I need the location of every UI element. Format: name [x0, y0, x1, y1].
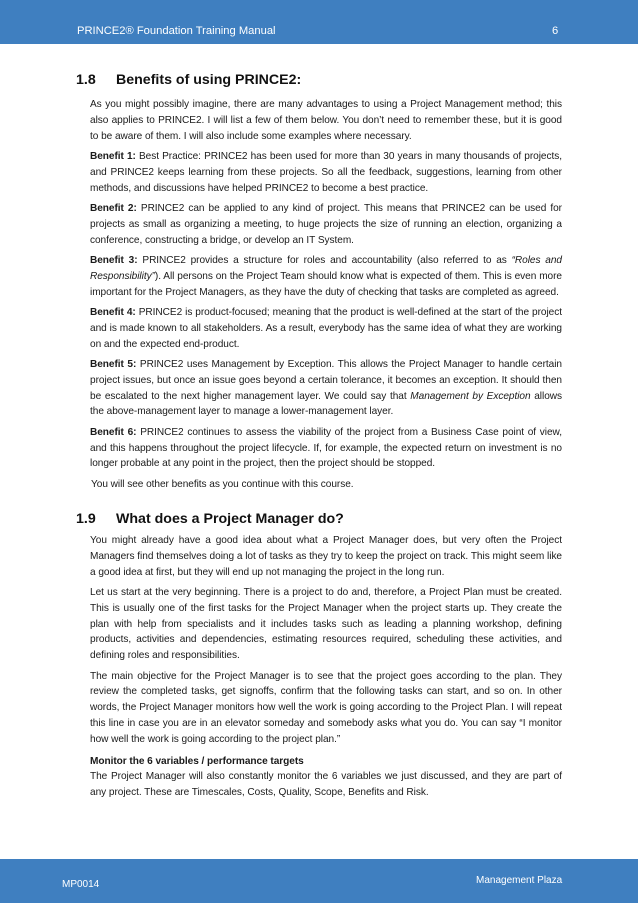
page-footer	[0, 859, 638, 903]
section-number: 1.9	[76, 511, 96, 527]
page-number: 6	[552, 25, 559, 37]
benefits-body	[90, 97, 562, 497]
section-heading-project-manager	[76, 510, 344, 529]
benefit-paragraph: Benefit 6: PRINCE2 continues to assess the viability of the project from a Business Case point of view, and this happens throughout the project lifecycle. If, for example, the expected return on investment is no longer probable at any point in the project, then the project should be stopped.	[90, 426, 562, 470]
section-title: Benefits of using PRINCE2:	[116, 72, 302, 88]
document-code: MP0014	[62, 879, 100, 890]
section-title: What does a Project Manager do?	[116, 511, 344, 527]
subheading: Monitor the 6 variables / performance targets	[90, 755, 304, 767]
paragraph: The Project Manager will also constantly monitor the 6 variables we just discussed, and they are part of any project. These are Timescales, Costs, Quality, Scope, Benefits and Risk.	[90, 771, 562, 799]
closing-paragraph: You will see other benefits as you continue with this course.	[91, 478, 354, 490]
page-header	[0, 0, 638, 44]
company-name: Management Plaza	[476, 875, 563, 886]
benefit-paragraph: Benefit 5: PRINCE2 uses Management by Exception. This allows the Project Manager to handle certain project issues, but once an issue goes beyond a certain tolerance, it becomes an exception. It should then be escalated to the next higher management layer. We could say that Management by Exception allows the above-management layer to manage a lower-management layer.	[90, 358, 562, 418]
paragraph: Let us start at the very beginning. There is a project to do and, therefore, a Project Plan must be created. This is usually one of the first tasks for the Project Manager when the project starts up. They create the plan with help from specialists and it includes tasks such as leading a planning workshop, defining products, activities and dependencies, estimating resources required, scheduling these activities, and defining roles and responsibilities.	[90, 586, 562, 662]
header-title: PRINCE2® Foundation Training Manual	[77, 25, 276, 37]
section-heading-benefits	[76, 71, 301, 90]
paragraph: You might already have a good idea about what a Project Manager does, but very often the Project Managers find themselves doing a lot of tasks as they try to keep the project on track. This might seem like a good idea at first, but they will end up not managing the project in the long run.	[90, 535, 562, 578]
section-number: 1.8	[76, 72, 96, 88]
benefit-paragraph: Benefit 1: Best Practice: PRINCE2 has been used for more than 30 years in many thousands of projects, and PRINCE2 keeps learning from these projects. So all the feedback, suggestions, learning from other methods, and discussions have helped PRINCE2 to become a best practice.	[90, 150, 562, 194]
project-manager-body	[90, 533, 562, 806]
intro-paragraph: As you might possibly imagine, there are many advantages to using a Project Management method; this also applies to PRINCE2. I will list a few of them below. You don’t need to remember these, but it is good to be aware of them. I will also include some examples where necessary.	[90, 99, 562, 142]
benefit-paragraph: Benefit 4: PRINCE2 is product-focused; meaning that the product is well-defined at the start of the project and is made known to all stakeholders. As a result, everybody has the same idea of what they are working on and the expected end-product.	[90, 306, 562, 350]
benefit-paragraph: Benefit 2: PRINCE2 can be applied to any kind of project. This means that PRINCE2 can be used for projects as small as organizing a meeting, to huge projects the size of running an election, organizing a conference, constructing a bridge, or develop an IT System.	[90, 202, 562, 246]
paragraph: The main objective for the Project Manager is to see that the project goes according to the plan. They review the completed tasks, get signoffs, confirm that the following tasks can start, and so on. In other words, the Project Manager monitors how well the work is going according to the Project Plan. I will repeat this line in case you are in an elevator someday and somebody asks what you do. You can say “I monitor how well the work is going according to the project plan.”	[90, 670, 562, 745]
benefit-paragraph: Benefit 3: PRINCE2 provides a structure for roles and accountability (also referred to as “Roles and Responsibility”). All persons on the Project Team should know what is expected of them. This is even more important for the Project Managers, as they have the duty of checking that tasks are completed as agreed.	[90, 254, 562, 298]
